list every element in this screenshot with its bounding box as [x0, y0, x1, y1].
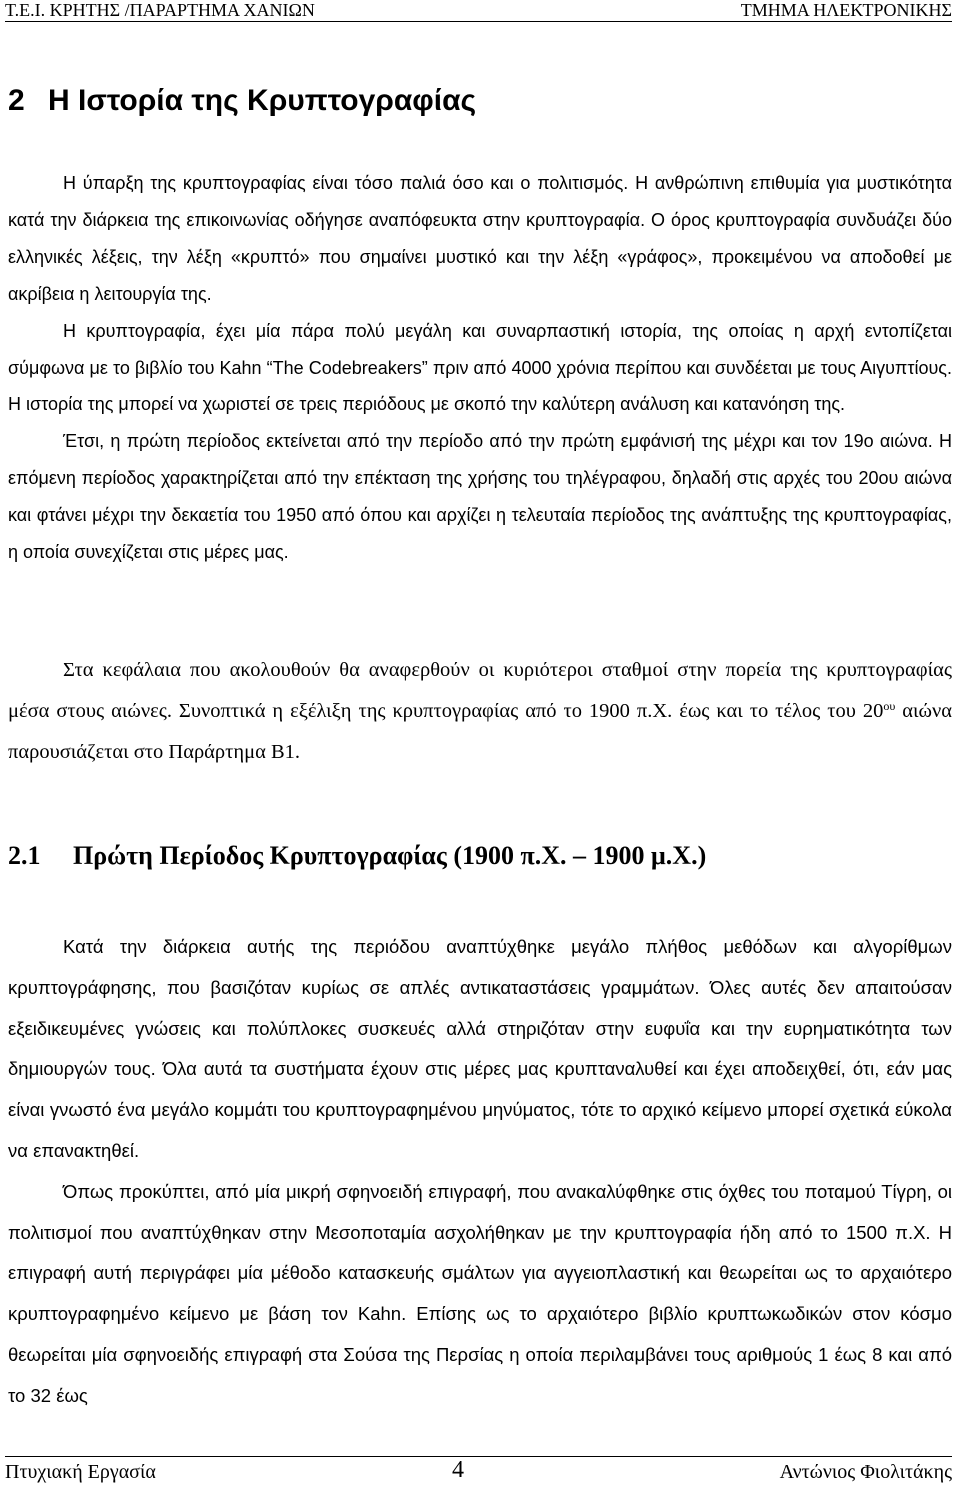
- section-heading: [8, 838, 706, 874]
- section-number: 2.1: [8, 841, 41, 870]
- page-header: [5, 0, 952, 22]
- footer-document-type: Πτυχιακή Εργασία: [5, 1461, 156, 1483]
- intro-paragraph-3: Έτσι, η πρώτη περίοδος εκτείνεται από την περίοδο από την πρώτη εμφάνισή της μέχρι και τον 19ο αιώνα. Η επόμενη περίοδος χαρακτηρίζεται από την επέκταση της χρήσης του τηλέγραφου, δηλαδή στις αρχές του 20ου αιώνα και φτάνει μέχρι την δεκαετία του 1950 από όπου και αρχίζει η τελευταία περίοδος της ανάπτυξης της κρυπτογραφίας, η οποία συνεχίζεται στις μέρες μας.: [8, 431, 952, 563]
- chapter-heading: [8, 83, 476, 119]
- header-department: ΤΜΗΜΑ ΗΛΕΚΤΡΟΝΙΚΗΣ: [740, 0, 952, 20]
- intro-paragraph-1: Η ύπαρξη της κρυπτογραφίας είναι τόσο παλιά όσο και ο πολιτισμός. Η ανθρώπινη επιθυμία για μυστικότητα κατά την διάρκεια της επικοινωνίας οδήγησε αναπόφευκτα στην κρυπτογραφία. Ο όρος κρυπτογραφία συνδυάζει δύο ελληνικές λέξεις, την λέξη «κρυπτό» που σημαίνει μυστικό και την λέξη «γράφος», προκειμένου να αποδοθεί με ακρίβεια η λειτουργία της.: [8, 173, 952, 304]
- section-body: [8, 927, 952, 1417]
- page-footer: [5, 1456, 952, 1484]
- intro-paragraph-2: Η κρυπτογραφία, έχει μία πάρα πολύ μεγάλη και συναρπαστική ιστορία, της οποίας η αρχή εντοπίζεται σύμφωνα με το βιβλίο του Kahn “The Codebreakers” πριν από 4000 χρόνια περίπου και συνδέεται με τους Αιγυπτίους. Η ιστορία της μπορεί να χωριστεί σε τρεις περιόδους με σκοπό την καλύτερη ανάλυση και κατανόηση της.: [8, 320, 952, 415]
- header-institution: Τ.Ε.Ι. ΚΡΗΤΗΣ /ΠΑΡΑΡΤΗΜΑ ΧΑΝΙΩΝ: [5, 0, 315, 20]
- chapters-text-main: Στα κεφάλαια που ακολουθούν θα αναφερθούν οι κυριότεροι σταθμοί στην πορεία της κρυπτογραφίας μέσα στους αιώνες. Συνοπτικά η εξέλιξη της κρυπτογραφίας από το 1900 π.Χ. έως και το τέλος του 20: [8, 659, 952, 722]
- section-paragraph-2: Όπως προκύπτει, από μία μικρή σφηνοειδή επιγραφή, που ανακαλύφθηκε στις όχθες του ποταμού Τίγρη, οι πολιτισμοί που αναπτύχθηκαν στην Μεσοποταμία ασχολήθηκαν με την κρυπτογραφία ήδη από το 1500 π.Χ. Η επιγραφή αυτή περιγράφει μία μέθοδο κατασκευής σμάλτων για αγγειοπλαστική και θεωρείται ως το αρχαιότερο κρυπτογραφημένο κείμενο με βάση τον Kahn. Επίσης ως το αρχαιότερο βιβλίο κρυπτωκωδικών στον κόσμο θεωρείται μία σφηνοειδής επιγραφή στα Σούσα της Περσίας η οποία περιλαμβάνει τους αριθμούς 1 έως 8 και από το 32 έως: [8, 1180, 952, 1406]
- chapters-overview: [8, 650, 952, 773]
- chapter-title: Η Ιστορία της Κρυπτογραφίας: [48, 84, 477, 117]
- chapters-paragraph: [8, 650, 952, 773]
- chapters-text-end: αιώνα παρουσιάζεται στο Παράρτημα Β1.: [8, 700, 952, 763]
- chapter-number: 2: [8, 84, 25, 117]
- section-title: Πρώτη Περίοδος Κρυπτογραφίας (1900 π.Χ. – 1900 μ.Χ.): [73, 841, 707, 870]
- section-paragraph-1: Κατά την διάρκεια αυτής της περιόδου αναπτύχθηκε μεγάλο πλήθος μεθόδων και αλγορίθμων κρυπτογράφησης, που βασιζόταν κυρίως σε απλές αντικαταστάσεις γραμμάτων. Όλες αυτές δεν απαιτούσαν εξειδικευμένες γνώσεις και πολύπλοκες συσκευές αλλά στηριζόταν στην ευφυΐα και την ευρηματικότητα των δημιουργών τους. Όλα αυτά τα συστήματα έχουν στις μέρες μας κρυπταναλυθεί και έχει αποδειχθεί, ότι, εάν μας είναι γνωστό ένα μεγάλο κομμάτι του κρυπτογραφημένου μηνύματος, τότε το αρχικό κείμενο μπορεί σχετικά εύκολα να επανακτηθεί.: [8, 936, 952, 1161]
- footer-author: Αντώνιος Φιολιτάκης: [779, 1461, 952, 1483]
- footer-page-number: 4: [452, 1457, 464, 1483]
- ordinal-superscript: ου: [883, 699, 896, 713]
- intro-section: [8, 165, 952, 571]
